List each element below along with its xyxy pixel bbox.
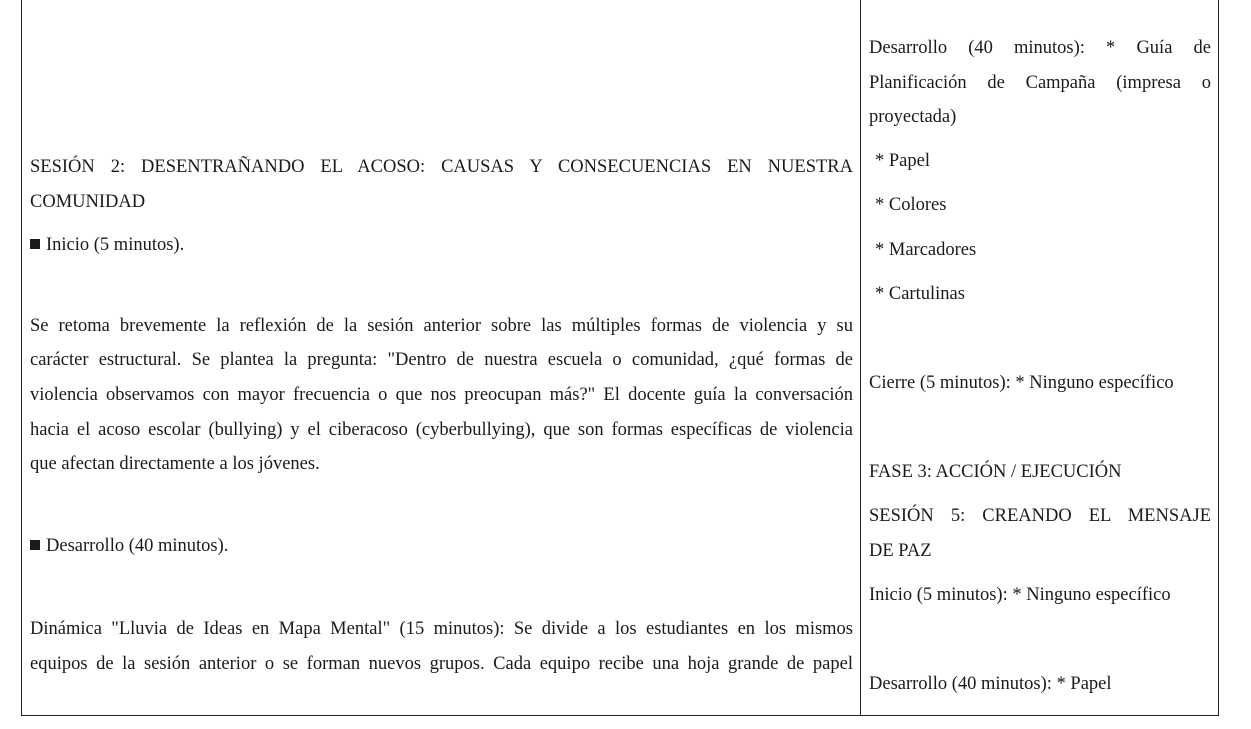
inicio-heading bbox=[30, 233, 184, 257]
right-desarrollo-line3: proyectada) bbox=[869, 107, 957, 127]
material-item: * Colores bbox=[875, 195, 947, 215]
right-desarrollo-line1: Desarrollo (40 minutos): * Guía de bbox=[869, 38, 1211, 58]
material-item: * Marcadores bbox=[875, 240, 977, 260]
paragraph1-line: hacia el acoso escolar (bullying) y el ciberacoso (cyberbullying), que son formas específicas de violencia bbox=[30, 420, 853, 440]
desarrollo-heading bbox=[30, 534, 228, 558]
inicio-heading-label: Inicio (5 minutos). bbox=[46, 235, 185, 255]
sesion5-title-line2: DE PAZ bbox=[869, 541, 932, 561]
material-item: * Papel bbox=[875, 151, 930, 171]
inicio-text: Inicio (5 minutos): * Ninguno específico bbox=[869, 585, 1171, 605]
paragraph1-line: Se retoma brevemente la reflexión de la sesión anterior sobre las múltiples formas de violencia y su bbox=[30, 316, 853, 336]
desarrollo-heading-label: Desarrollo (40 minutos). bbox=[46, 536, 229, 556]
bullet-square-icon bbox=[30, 540, 40, 550]
session-title-line1: SESIÓN 2: DESENTRAÑANDO EL ACOSO: CAUSAS Y CONSECUENCIAS EN NUESTRA bbox=[30, 157, 853, 177]
paragraph1-line: que afectan directamente a los jóvenes. bbox=[30, 454, 320, 474]
material-item: * Cartulinas bbox=[875, 284, 965, 304]
bullet-square-icon bbox=[30, 239, 40, 249]
session-title-line2: COMUNIDAD bbox=[30, 192, 146, 212]
fase3-heading: FASE 3: ACCIÓN / EJECUCIÓN bbox=[869, 462, 1122, 482]
paragraph2-line: equipos de la sesión anterior o se forman nuevos grupos. Cada equipo recibe una hoja grande de papel bbox=[30, 654, 853, 674]
column-divider bbox=[860, 0, 861, 716]
paragraph1-line: violencia observamos con mayor frecuencia o que nos preocupan más?" El docente guía la conversación bbox=[30, 385, 853, 405]
sesion5-title-line1: SESIÓN 5: CREANDO EL MENSAJE bbox=[869, 506, 1211, 526]
paragraph2-line: Dinámica "Lluvia de Ideas en Mapa Mental" (15 minutos): Se divide a los estudiantes en los mismos bbox=[30, 619, 853, 639]
paragraph1-line: carácter estructural. Se plantea la pregunta: "Dentro de nuestra escuela o comunidad, ¿qué formas de bbox=[30, 350, 853, 370]
cierre-text: Cierre (5 minutos): * Ninguno específico bbox=[869, 373, 1174, 393]
desarrollo-bottom-text: Desarrollo (40 minutos): * Papel bbox=[869, 674, 1112, 694]
right-desarrollo-line2: Planificación de Campaña (impresa o bbox=[869, 73, 1211, 93]
